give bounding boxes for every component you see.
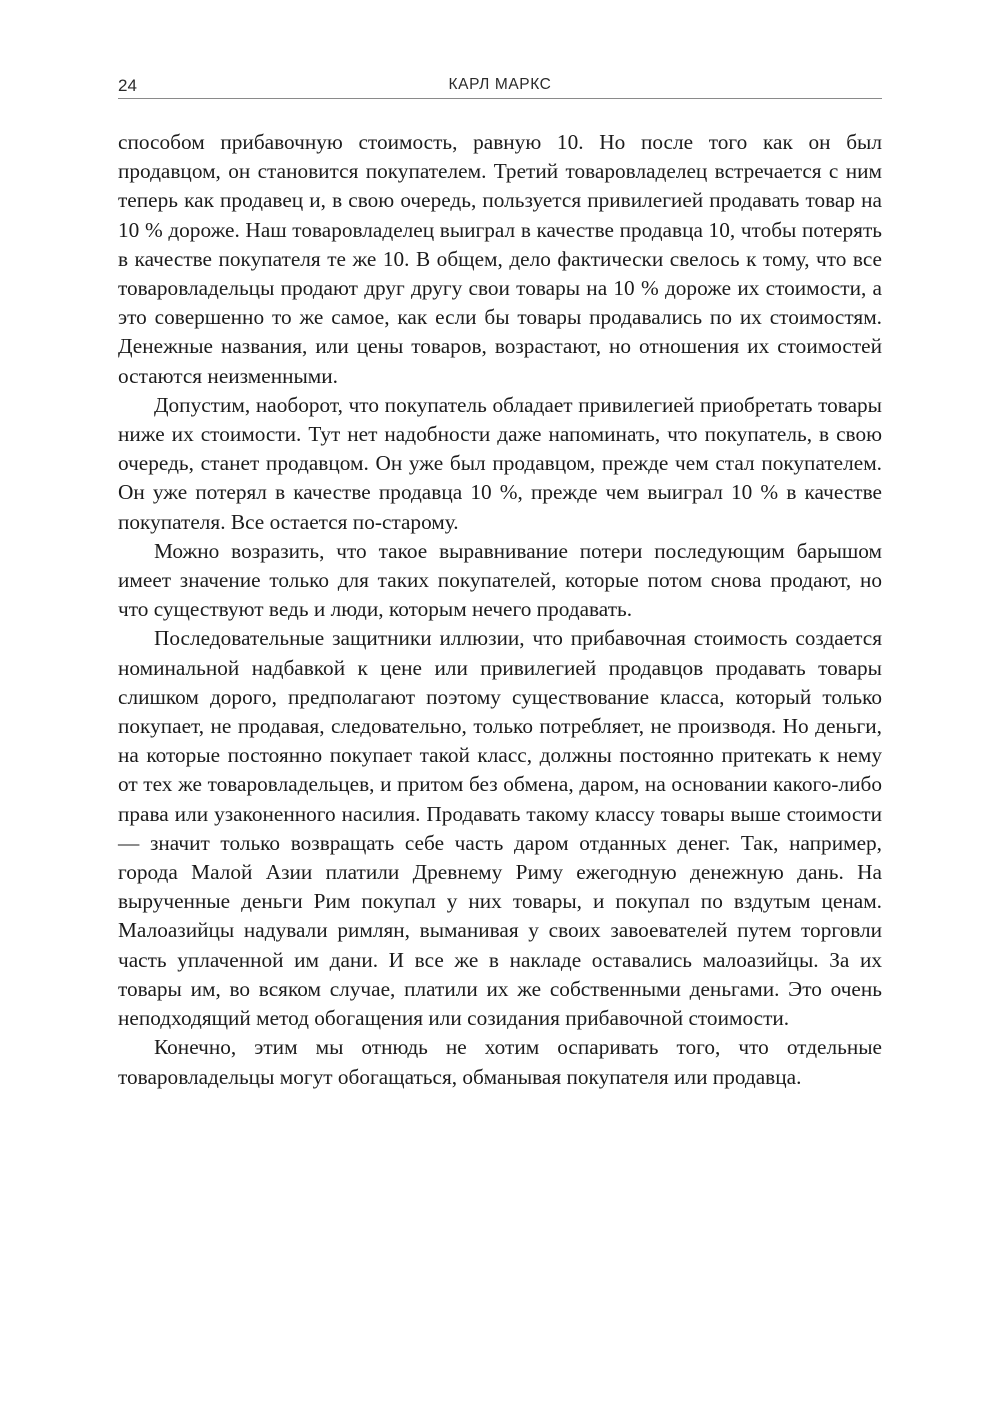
body-text: [118, 128, 882, 1092]
paragraph-continued: способом прибавочную стоимость, равную 10. Но после того как он был продавцом, он становится покупателем. Третий товаровладелец встречается с ним теперь как продавец и, в свою очередь, пользуется привилегией продавать товар на 10 % дороже. Наш товаровладелец выиграл в качестве продавца 10, чтобы потерять в качестве покупателя те же 10. В общем, дело фактически свелось к тому, что все товаровладельцы продают друг другу свои товары на 10 % дороже их стоимости, а это совершенно то же самое, как если бы товары продавались по их стоимостям. Денежные названия, или цены товаров, возрастают, но отношения их стоимостей остаются неизменными.: [118, 130, 882, 388]
page-header: [118, 72, 882, 99]
paragraph: Последовательные защитники иллюзии, что прибавочная стоимость создается номинальной надбавкой к цене или привилегией продавцов продавать товары слишком дорого, предполагают поэтому существование класса, который только покупает, не продавая, следовательно, только потребляет, не производя. Но деньги, на которые постоянно покупает такой класс, должны постоянно притекать к нему от тех же товаровладельцев, и притом без обмена, даром, на основании какого-либо права или узаконенного насилия. Продавать такому классу товары выше стоимости — значит только возвращать себе часть даром отданных денег. Так, например, города Малой Азии платили Древнему Риму ежегодную денежную дань. На вырученные деньги Рим покупал у них товары, и покупал по вздутым ценам. Малоазийцы надували римлян, выманивая у своих завоевателей путем торговли часть уплаченной им дани. И все же в накладе оставались малоазийцы. За их товары им, во всяком случае, платили их же собственными деньгами. Это очень неподходящий метод обогащения или созидания прибавочной стоимости.: [118, 626, 882, 1031]
paragraph: Можно возразить, что такое выравнивание потери последующим барышом имеет значение только для таких покупателей, которые потом снова продают, но что существуют ведь и люди, которым нечего продавать.: [118, 538, 882, 622]
page-number: 24: [118, 76, 137, 95]
running-title: КАРЛ МАРКС: [448, 76, 552, 93]
paragraph: Конечно, этим мы отнюдь не хотим оспаривать того, что отдельные товаровладельцы могут обогащаться, обманывая покупателя или продавца.: [118, 1035, 882, 1089]
paragraph: Допустим, наоборот, что покупатель обладает привилегией приобретать товары ниже их стоимости. Тут нет надобности даже напоминать, что покупатель, в свою очередь, станет продавцом. Он уже был продавцом, прежде чем стал покупателем. Он уже потерял в качестве продавца 10 %, прежде чем выиграл 10 % в качестве покупателя. Все остается по-старому.: [118, 392, 882, 534]
